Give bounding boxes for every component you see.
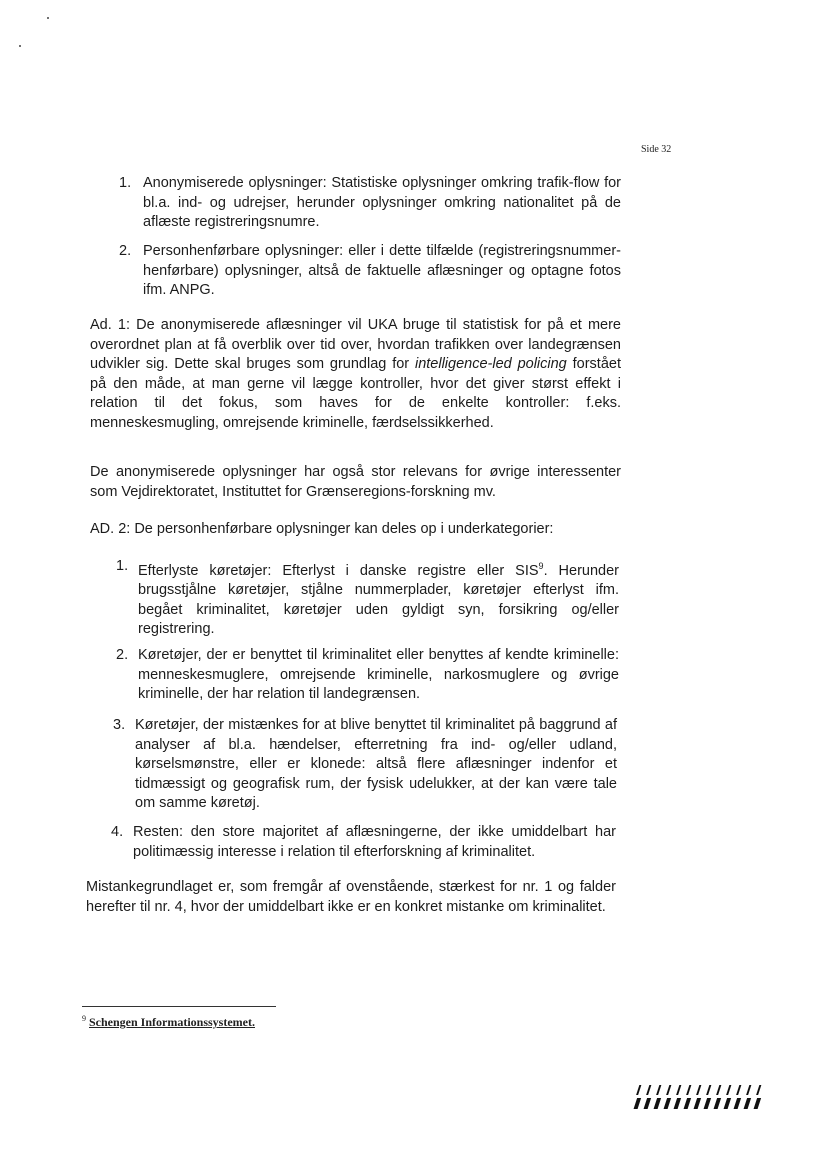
scan-speck — [19, 45, 21, 47]
ad1-paragraph — [90, 316, 621, 433]
subcategory-item-3 — [113, 716, 617, 814]
footnote-divider — [82, 1006, 276, 1007]
list-number: 1. — [119, 175, 132, 191]
scan-speck — [47, 17, 49, 19]
definition-item-2 — [119, 242, 621, 301]
list-text: Anonymiserede oplysninger: Statistiske oplysninger omkring trafik-flow for bl.a. ind- og udrejser, herunder oplysninger omkring nationalitet på de aflæste registreringsnumre. — [143, 175, 621, 230]
footnote-text: Schengen Informationssystemet. — [89, 1015, 255, 1029]
list-number: 2. — [119, 243, 132, 259]
ad2-intro: AD. 2: De personhenførbare oplysninger kan deles op i underkategorier: — [90, 521, 554, 537]
list-number: 1. — [116, 558, 129, 574]
list-text: Køretøjer, der er benyttet til kriminalitet eller benyttes af kendte kriminelle: menneskesmuglere, omrejsende kriminelle, narkosmuglere og øvrige kriminelle, der har relation til landegrænsen. — [138, 647, 619, 702]
footnote-marker: 9 — [82, 1014, 86, 1023]
list-number: 2. — [116, 647, 129, 663]
page-number: Side 32 — [641, 144, 672, 155]
subcategory-item-2 — [116, 646, 619, 705]
conclusion-paragraph: Mistankegrundlaget er, som fremgår af ovenstående, stærkest for nr. 1 og falder herefter til nr. 4, hvor der umiddelbart ikke er en konkret mistanke om kriminalitet. — [86, 879, 616, 915]
list-text: Efterlyste køretøjer: Efterlyst i danske registre eller SIS$^9$. Herunder brugsstjålne køretøjer, stjålne nummerplader, køretøjer efterlyst ifm. begået kriminalitet, køretøjer uden gyldigt syn, forsikring og/eller registrering. — [138, 561, 619, 638]
ad1-italic-term: intelligence-led policing — [414, 356, 567, 372]
ad1-text-end: forstået på den måde, at man gerne vil lægge kontroller, hvor det giver størst effekt i relation til det fokus, som haves for de enkelte kontroller: f.eks. menneskesmugling, omrejsende kriminelle, færdselssikkerhed. — [90, 356, 621, 431]
relevance-paragraph: De anonymiserede oplysninger har også stor relevans for øvrige interessenter som Vejdirektoratet, Instituttet for Grænseregions-forskning mv. — [90, 464, 621, 500]
document-stamp-marks — [632, 1083, 764, 1111]
list-text: Resten: den store majoritet af aflæsningerne, der ikke umiddelbart har politimæssig interesse i relation til efterforskning af kriminalitet. — [133, 824, 616, 860]
subcategory-item-4 — [111, 823, 616, 862]
list-text: Personhenførbare oplysninger: eller i dette tilfælde (registreringsnummer-henførbare) oplysninger, altså de faktuelle aflæsninger og optagne fotos ifm. ANPG. — [143, 243, 621, 298]
definition-item-1 — [119, 174, 621, 233]
subcategory-item-1 — [116, 557, 619, 640]
list-number: 3. — [113, 717, 126, 733]
ad1-text-start: Ad. 1: De anonymiserede aflæsninger vil UKA bruge til statistisk for på et mere overordnet plan at få overblik over tid over, hvordan trafikken over landegrænsen udvikler sig. Dette skal bruges som grundlag for — [90, 317, 621, 372]
list-text: Køretøjer, der mistænkes for at blive benyttet til kriminalitet på baggrund af analyser af bl.a. hændelser, efterretning fra ind- og/eller udland, kørselsmønstre, eller er klonede: altså flere aflæsninger indenfor et tidmæssigt og geografisk rum, der fysisk udelukker, at der kan være tale om samme køretøj. — [135, 717, 617, 811]
list-number: 4. — [111, 824, 124, 840]
footnote — [82, 1014, 255, 1030]
footnote-reference: 9 — [538, 561, 544, 571]
